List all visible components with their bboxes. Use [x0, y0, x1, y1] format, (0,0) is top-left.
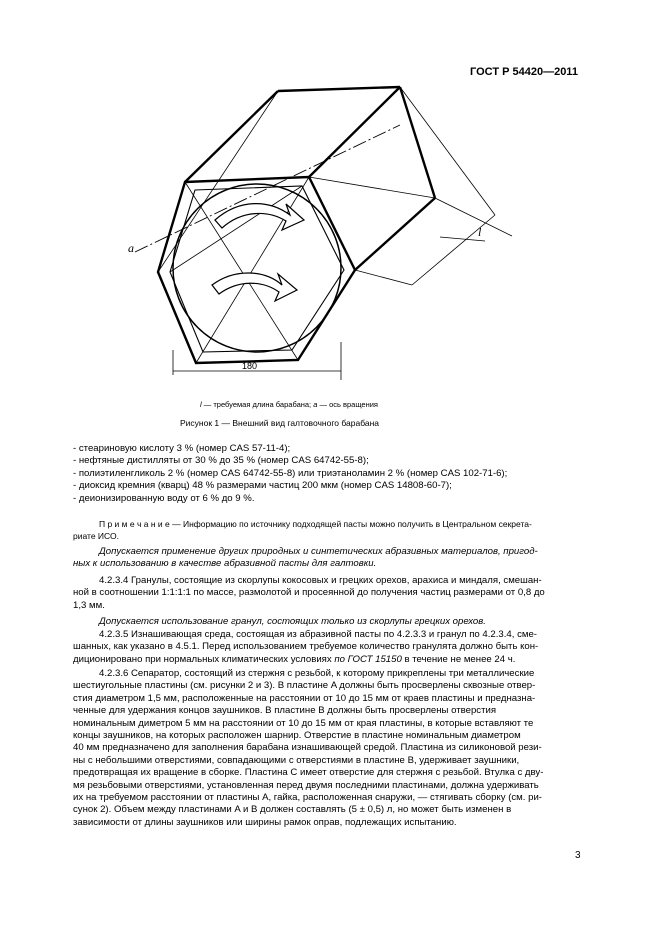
width-label: 180 [242, 361, 258, 371]
paragraph-4-2-3-4: 4.2.3.4 Гранулы, состоящие из скорлупы кокосовых и грецких орехов, арахиса и миндаля, смешан- ной в соотношении 1:1:1:1 по массе, размолотой и просеянной до получения частиц размерами от 0,8 до 1,3 мм. [73, 575, 545, 611]
allowed-granules-paragraph: Допускается использование гранул, состоящих только из скорлупы грецких орехов. [99, 616, 486, 627]
rotation-arrow-icon [212, 273, 297, 301]
figure-legend: l — требуемая длина барабана; a — ось вращения [200, 400, 378, 409]
list-item: - деионизированную воду от 6 % до 9 %. [73, 492, 255, 504]
page-number: 3 [575, 850, 581, 861]
allowed-materials-paragraph: Допускается применение других природных и синтетических абразивных материалов, пригод- ных к использованию в качестве абразивной пасты для галтовки. [73, 546, 538, 570]
paragraph-4-2-3-5: 4.2.3.5 Изнашивающая среда, состоящая из абразивной пасты по 4.2.3.3 и гранул по 4.2.3.4, сме- шанных, как указано в 4.5.1. Перед использованием требуемое количество гранулята должно быть кон- диционировано при нормальных климатических условиях по ГОСТ 15150 в течение не менее 24 ч. [73, 629, 539, 665]
note: П р и м е ч а н и е — Информацию по источнику подходящей пасты можно получить в Центральном секрета- риате ИСО. [73, 519, 532, 541]
list-item: - диоксид кремния (кварц) 48 % размерами частиц 200 мкм (номер CAS 14808-60-7); [73, 480, 452, 492]
rotation-axis-line [135, 125, 400, 252]
document-header: ГОСТ Р 54420—2011 [470, 66, 578, 78]
composition-list [73, 443, 578, 505]
paragraph-4-2-3-6: 4.2.3.6 Сепаратор, состоящий из стержня с резьбой, к которому прикреплены три металлические шестиугольные пластины (см. рисунки 2 и 3). В пластине A должны быть просверлены сквозные отвер- стия диаметром 1,5 мм, расположенные на расстоянии от 10 до 15 мм от краев пластины и предназна- ченные для удержания концов заушников. В пластине B должны быть просверлены отверстия номинальным диметром 5 мм на расстоянии от 10 до 15 мм от края пластины, в которые вставляют те концы заушников, на которых расположен шарнир. Отверстие в пластине номинальным диаметром 40 мм предназначено для заполнения барабана изнашивающей средой. Пластина из силиконовой рези- ны с небольшими отверстиями, совпадающими с отверстиями в пластине B, удерживает заушники, предотвращая их вращение в сборке. Пластина C имеет отверстие для стержня с резьбой. Втулка с дву- мя резьбовыми отверстиями, установленная перед двумя последними пластинами, должна удерживать их на требуемом расстоянии от пластины A, гайка, расположенная снаружи, — стягивать сборку (см. ри- сунок 2). Объем между пластинами A и B должен составлять (5 ± 0,5) л, но может быть изменен в зависимости от длины заушников или ширины рамок оправ, подлежащих испытанию. [73, 668, 544, 828]
rotation-arrow-icon [215, 204, 304, 230]
construction-lines [158, 91, 435, 363]
length-label: l [478, 225, 482, 239]
list-item: - нефтяные дистилляты от 30 % до 35 % (номер CAS 64742-55-8); [73, 455, 369, 467]
figure-caption: Рисунок 1 — Внешний вид галтовочного барабана [180, 418, 380, 428]
length-dimension [355, 87, 512, 285]
tumbling-drum-figure [100, 80, 520, 395]
list-item: - полиэтиленгликоль 2 % (номер CAS 64742-55-8) или триэтаноламин 2 % (номер CAS 102-71-6); [73, 467, 508, 479]
axis-label: a [128, 241, 134, 255]
list-item: - стеариновую кислоту 3 % (номер CAS 57-11-4); [73, 443, 291, 454]
